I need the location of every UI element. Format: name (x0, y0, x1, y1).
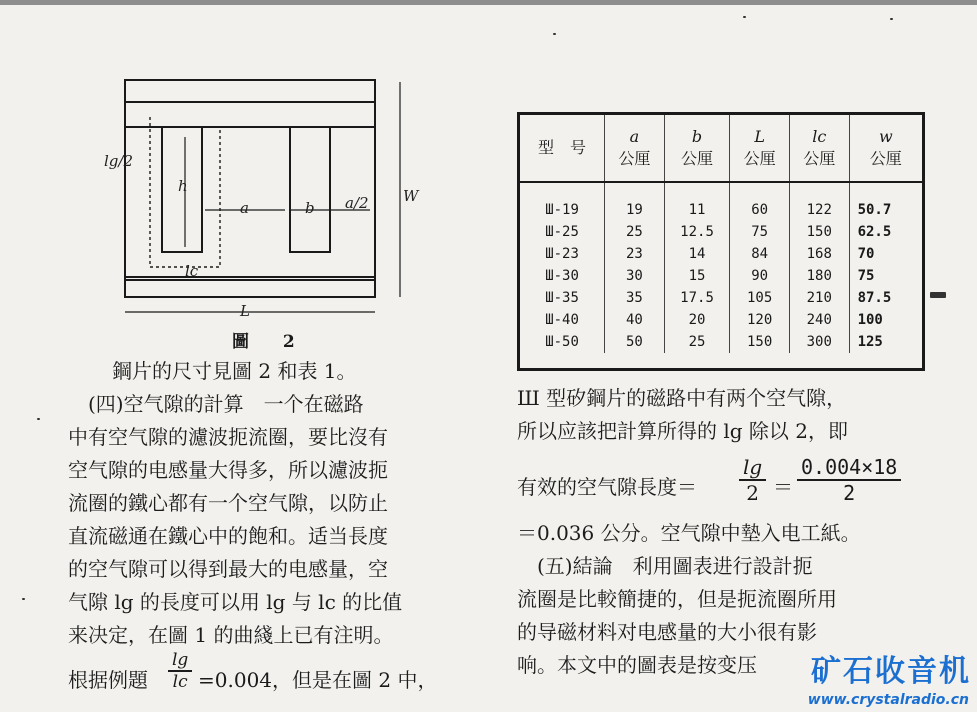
text-line: (四)空气隙的計算 一个在磁路 (88, 392, 364, 416)
cell: 84 (730, 243, 790, 265)
formula-frac2-den: 2 (843, 481, 856, 505)
air-gap-formula (517, 455, 937, 515)
text-line: 响。本文中的圖表是按变压 (517, 653, 757, 677)
cell: 15 (664, 265, 730, 287)
cell: 25 (664, 331, 730, 353)
formula-equals: ＝ (773, 475, 793, 499)
cell: 62.5 (857, 224, 892, 240)
text-line: ＝0.036 公分。空气隙中墊入电工紙。 (517, 521, 861, 545)
site-watermark-logo: 矿石收音机 (811, 654, 971, 689)
cell: Ш-50 (520, 331, 605, 353)
text-line: 的空气隙可以得到最大的电感量，空 (68, 557, 388, 581)
cell: 100 (857, 312, 883, 328)
cell: 240 (789, 309, 849, 331)
text-line: 流圈是比較簡捷的，但是扼流圈所用 (517, 587, 837, 611)
cell: Ш-19 (520, 182, 605, 221)
table-row (520, 287, 922, 309)
cell: 87.5 (857, 290, 892, 306)
text-line: 直流磁通在鐵心中的飽和。适当長度 (68, 524, 388, 548)
cell: 125 (857, 334, 883, 350)
figure-caption: 圖 2 (232, 332, 309, 352)
label-a-half: a/2 (345, 194, 369, 212)
table-row (520, 331, 922, 353)
formula-frac1-den: 2 (746, 481, 759, 505)
cell: 150 (730, 331, 790, 353)
label-w: W (403, 187, 419, 205)
cell: 75 (730, 221, 790, 243)
label-a: a (240, 199, 249, 217)
scan-speck (553, 33, 556, 35)
text-line: 中有空气隙的濾波扼流圈，要比沒有 (68, 425, 388, 449)
header-w: w 公厘 (849, 115, 922, 182)
ratio-formula-prefix: 根据例題 (68, 668, 148, 692)
cell: Ш-23 (520, 243, 605, 265)
cell: Ш-40 (520, 309, 605, 331)
size-table (520, 115, 922, 353)
scan-speck (743, 16, 746, 18)
cell: 70 (857, 246, 875, 262)
cell: 60 (730, 182, 790, 221)
cell: 12.5 (664, 221, 730, 243)
cell: 11 (664, 182, 730, 221)
cell: 50.7 (857, 202, 892, 218)
scan-speck (37, 418, 40, 420)
scan-speck (890, 18, 893, 20)
header-l: L 公厘 (730, 115, 790, 182)
core-dimension-figure (100, 72, 430, 342)
core-size-table (517, 112, 925, 371)
cell: 300 (789, 331, 849, 353)
ratio-fraction (168, 650, 192, 692)
cell: 105 (730, 287, 790, 309)
header-type: 型 号 (520, 115, 605, 182)
table-row (520, 221, 922, 243)
formula-frac1-num: lg (739, 455, 766, 481)
label-h: h (178, 177, 188, 195)
cell: 120 (730, 309, 790, 331)
cell: 20 (664, 309, 730, 331)
text-line: 空气隙的电感量大得多，所以濾波扼 (68, 458, 388, 482)
formula-fraction-2 (797, 455, 901, 505)
text-line: 气隙 lg 的長度可以用 lg 与 lc 的比值 (68, 590, 403, 614)
label-b: b (305, 199, 315, 217)
site-watermark-url: www.crystalradio.cn (807, 692, 969, 708)
scan-speck (930, 292, 946, 298)
cell: 19 (605, 182, 665, 221)
table-header-row (520, 115, 922, 182)
cell: 14 (664, 243, 730, 265)
cell: 150 (789, 221, 849, 243)
cell: 17.5 (664, 287, 730, 309)
formula-frac2-num: 0.004×18 (797, 455, 901, 481)
cell: 75 (857, 268, 875, 284)
right-column-text (517, 382, 937, 448)
label-l: L (240, 302, 250, 320)
text-line: Ш 型矽鋼片的磁路中有两个空气隙， (517, 386, 847, 410)
ratio-denominator: lc (172, 672, 188, 692)
label-lc: lc (185, 262, 199, 280)
cell: 210 (789, 287, 849, 309)
formula-fraction-1 (739, 455, 766, 505)
cell: 180 (789, 265, 849, 287)
cell: 25 (605, 221, 665, 243)
cell: Ш-25 (520, 221, 605, 243)
label-lg2: lg/2 (104, 152, 133, 170)
cell: 50 (605, 331, 665, 353)
text-line: 所以应該把計算所得的 lg 除以 2，即 (517, 419, 848, 443)
cell: 30 (605, 265, 665, 287)
cell: 40 (605, 309, 665, 331)
table-row (520, 309, 922, 331)
header-lc: lc 公厘 (789, 115, 849, 182)
text-line: 来决定，在圖 1 的曲綫上已有注明。 (68, 623, 394, 647)
cell: 90 (730, 265, 790, 287)
cell: 35 (605, 287, 665, 309)
header-a: a 公厘 (605, 115, 665, 182)
cell: 122 (789, 182, 849, 221)
text-line: 的导磁材料对电感量的大小很有影 (517, 620, 817, 644)
table-row (520, 265, 922, 287)
formula-prefix: 有效的空气隙長度＝ (517, 475, 697, 499)
scan-speck (22, 598, 25, 600)
cell: 23 (605, 243, 665, 265)
text-line: (五)結論 利用圖表进行設計扼 (517, 554, 813, 578)
table-row (520, 182, 922, 221)
left-column-text (68, 355, 478, 652)
ratio-formula-suffix: =0.004，但是在圖 2 中， (198, 668, 438, 692)
ratio-formula-line (68, 650, 478, 702)
cell: 168 (789, 243, 849, 265)
top-edge-bar (0, 0, 977, 5)
ratio-numerator: lg (168, 650, 192, 672)
header-b: b 公厘 (664, 115, 730, 182)
cell: Ш-35 (520, 287, 605, 309)
text-line: 流圈的鐵心都有一个空气隙，以防止 (68, 491, 388, 515)
cell: Ш-30 (520, 265, 605, 287)
table-row (520, 243, 922, 265)
core-drawing (100, 72, 430, 342)
text-line: 鋼片的尺寸見圖 2 和表 1。 (112, 359, 357, 383)
